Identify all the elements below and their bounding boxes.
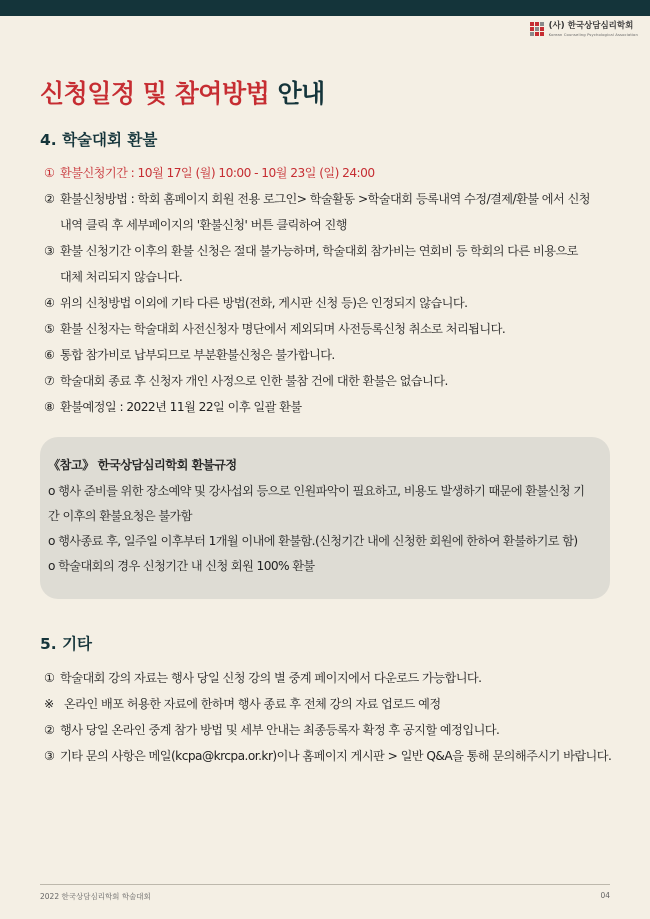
- item-number: ③: [44, 244, 55, 258]
- refund-item-6: [44, 342, 624, 368]
- item-number: ④: [44, 296, 55, 310]
- item-number: ②: [44, 192, 55, 206]
- page-number: 04: [600, 891, 610, 900]
- footer-divider: [40, 884, 610, 885]
- item-number: ⑥: [44, 348, 55, 362]
- refund-item-7: [44, 368, 624, 394]
- note-line: o 행사종료 후, 일주일 이후부터 1개월 이내에 환불함.(신청기간 내에 신청한 회원에 한하여 환불하기로 함): [48, 534, 578, 548]
- org-name-kr: (사) 한국상담심리학회: [548, 21, 634, 31]
- item-text: 환불예정일 : 2022년 11월 22일 이후 일괄 환불: [60, 400, 302, 414]
- item-number: ③: [44, 749, 55, 763]
- item-text: 통합 참가비로 납부되므로 부분환불신청은 불가합니다.: [60, 348, 335, 362]
- refund-item-5: [44, 316, 624, 342]
- item-text: 행사 당일 온라인 중계 참가 방법 및 세부 안내는 최종등록자 확정 후 공지할 예정입니다.: [60, 723, 500, 737]
- item-number: ※: [44, 697, 54, 711]
- misc-item-2: [44, 717, 624, 743]
- refund-item-3: [44, 238, 624, 264]
- top-bar: [0, 0, 650, 16]
- refund-item-2-cont: 내역 클릭 후 세부페이지의 '환불신청' 버튼 클릭하여 진행: [60, 218, 348, 232]
- page-title-dark: 안내: [277, 79, 325, 108]
- item-text: 위의 신청방법 이외에 기타 다른 방법(전화, 게시판 신청 등)은 인정되지 않습니다.: [60, 296, 468, 310]
- footer-title: 2022 한국상담심리학회 학술대회: [40, 892, 151, 901]
- item-text: 환불신청방법 : 학회 홈페이지 회원 전용 로그인> 학술활동 >학술대회 등록내역 수정/결제/환불 에서 신청: [60, 192, 591, 206]
- item-number: ⑧: [44, 400, 55, 414]
- page-title: [40, 74, 325, 110]
- refund-list: [44, 160, 624, 420]
- misc-list: [44, 665, 624, 769]
- note-line: 간 이후의 환불요청은 불가함: [48, 509, 192, 523]
- item-text: 환불 신청기간 이후의 환불 신청은 절대 불가능하며, 학술대회 참가비는 연회비 등 학회의 다른 비용으로: [60, 244, 578, 258]
- item-text: 환불신청기간 : 10월 17일 (월) 10:00 - 10월 23일 (일) 24:00: [60, 166, 375, 180]
- refund-item-2: [44, 186, 624, 212]
- item-number: ⑤: [44, 322, 55, 336]
- misc-item-3: [44, 743, 624, 769]
- note-line: o 학술대회의 경우 신청기간 내 신청 회원 100% 환불: [48, 559, 315, 573]
- item-number: ⑦: [44, 374, 55, 388]
- item-text: 온라인 배포 허용한 자료에 한하며 행사 종료 후 전체 강의 자료 업로드 예정: [64, 697, 441, 711]
- section-5-heading: 5. 기타: [40, 635, 93, 653]
- misc-item-note: [44, 691, 624, 717]
- item-number: ②: [44, 723, 55, 737]
- misc-item-1: [44, 665, 624, 691]
- refund-item-4: [44, 290, 624, 316]
- item-text: 기타 문의 사항은 메일(kcpa@krcpa.or.kr)이나 홈페이지 게시판 > 일반 Q&A을 통해 문의해주시기 바랍니다.: [60, 749, 612, 763]
- org-name-en: Korean Counseling Psychological Association: [548, 31, 638, 37]
- page-title-red: 신청일정 및 참여방법: [40, 79, 270, 108]
- refund-item-8: [44, 394, 624, 420]
- org-logo: [530, 22, 638, 36]
- refund-policy-note: [40, 437, 610, 599]
- section-4-heading: 4. 학술대회 환불: [40, 131, 158, 149]
- item-text: 학술대회 강의 자료는 행사 당일 신청 강의 별 중계 페이지에서 다운로드 가능합니다.: [60, 671, 482, 685]
- item-text: 학술대회 종료 후 신청자 개인 사정으로 인한 불참 건에 대한 환불은 없습니다.: [60, 374, 448, 388]
- refund-item-1: [44, 160, 624, 186]
- note-line: o 행사 준비를 위한 장소예약 및 강사섭외 등으로 인원파악이 필요하고, 비용도 발생하기 때문에 환불신청 기: [48, 484, 585, 498]
- item-number: ①: [44, 166, 55, 180]
- refund-item-3-cont: 대체 처리되지 않습니다.: [60, 270, 183, 284]
- logo-mark-icon: [530, 22, 544, 36]
- item-number: ①: [44, 671, 55, 685]
- note-title: 《참고》 한국상담심리학회 환불규정: [48, 458, 237, 472]
- item-text: 환불 신청자는 학술대회 사전신청자 명단에서 제외되며 사전등록신청 취소로 처리됩니다.: [60, 322, 506, 336]
